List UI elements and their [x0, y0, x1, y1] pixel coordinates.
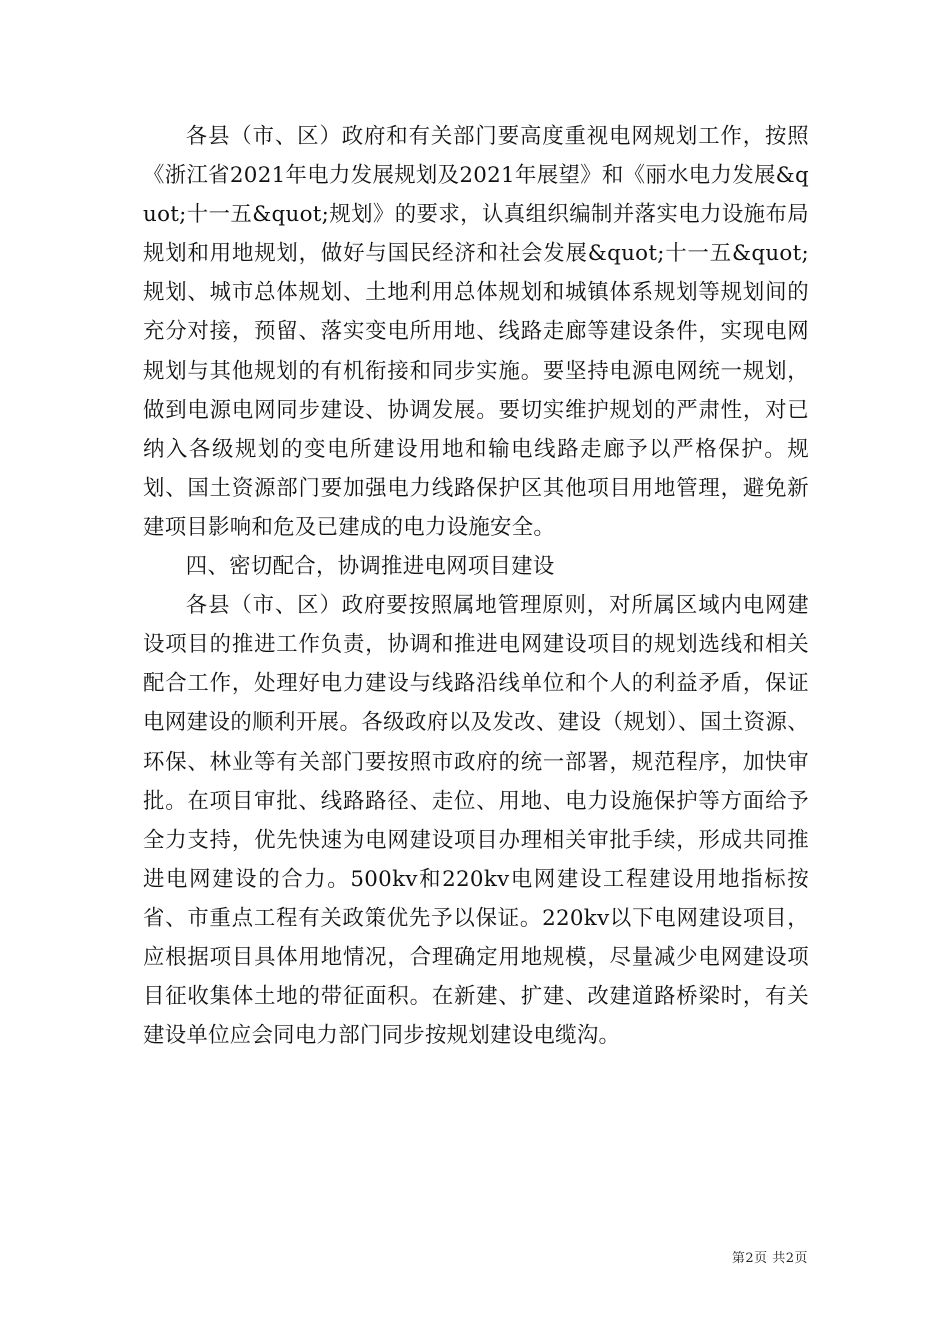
paragraph-planning: 各县（市、区）政府和有关部门要高度重视电网规划工作，按照《浙江省2021年电力发展规划及2021年展望》和《丽水电力发展&quot;十一五&quot;规划》的要求，认真组织编制并落实电力设施布局规划和用地规划，做好与国民经济和社会发展&quot;十一五&quot;规划、城市总体规划、土地利用总体规划和城镇体系规划等规划间的充分对接，预留、落实变电所用地、线路走廊等建设条件，实现电网规划与其他规划的有机衔接和同步实施。要坚持电源电网统一规划，做到电源电网同步建设、协调发展。要切实维护规划的严肃性，对已纳入各级规划的变电所建设用地和输电线路走廊予以严格保护。规划、国土资源部门要加强电力线路保护区其他项目用地管理，避免新建项目影响和危及已建成的电力设施安全。	[143, 124, 809, 540]
paragraph-cooperation: 各县（市、区）政府要按照属地管理原则，对所属区域内电网建设项目的推进工作负责，协调和推进电网建设项目的规划选线和相关配合工作，处理好电力建设与线路沿线单位和个人的利益矛盾，保证电网建设的顺利开展。各级政府以及发改、建设（规划）、国土资源、环保、林业等有关部门要按照市政府的统一部署，规范程序，加快审批。在项目审批、线路路径、走位、用地、电力设施保护等方面给予全力支持，优先快速为电网建设项目办理相关审批手续，形成共同推进电网建设的合力。500kv和220kv电网建设工程建设用地指标按省、市重点工程有关政策优先予以保证。220kv以下电网建设项目，应根据项目具体用地情况，合理确定用地规模，尽量减少电网建设项目征收集体土地的带征面积。在新建、扩建、改建道路桥梁时，有关建设单位应会同电力部门同步按规划建设电缆沟。	[143, 593, 809, 1049]
section-heading: 四、密切配合，协调推进电网项目建设	[185, 554, 555, 580]
document-body	[143, 117, 809, 1055]
page-number-footer: 第2页 共2页	[731, 1251, 808, 1266]
